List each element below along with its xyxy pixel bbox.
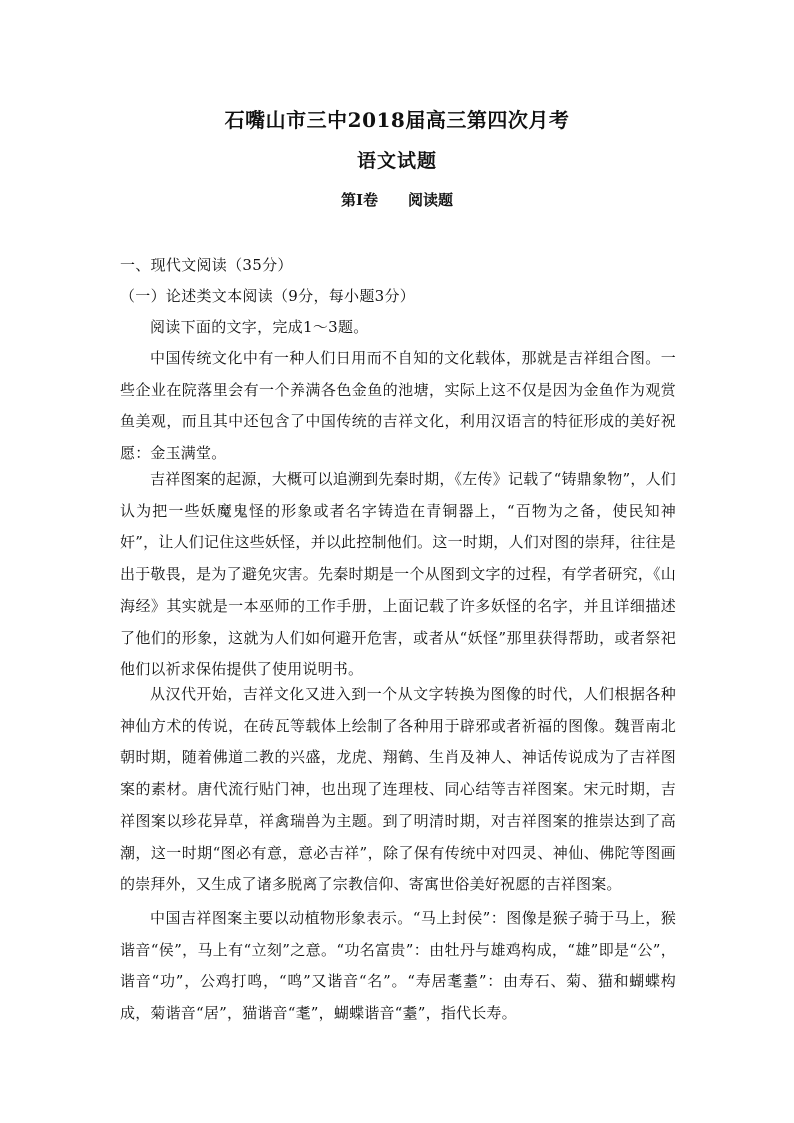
instruction: 阅读下面的文字，完成1～3题。 [150,318,369,336]
exam-title: 石嘴山市三中2018届高三第四次月考 [224,108,570,132]
paragraph-4: 中国吉祥图案主要以动植物形象表示。“马上封侯”：图像是猴子骑于马上，猴谐音“侯”，马上有“立刻”之意。“功名富贵”：由牡丹与雄鸡构成，“雄”即是“公”，谐音“功”，公鸡打鸣，“鸣”又谐音“名”。“寿居耄耋”：由寿石、菊、猫和蝴蝶构成，菊谐音“居”，猫谐音“耄”，蝴蝶谐音“耋”，指代长寿。 [120,909,676,1023]
sub-heading: （一）论述类文本阅读（9分，每小题3分） [120,287,416,305]
paragraph-3: 从汉代开始，吉祥文化又进入到一个从文字转换为图像的时代，人们根据各种神仙方术的传说，在砖瓦等载体上绘制了各种用于辟邪或者祈福的图像。魏晋南北朝时期，随着佛道二教的兴盛，龙虎、翔鹤、生肖及神人、神话传说成为了吉祥图案的素材。唐代流行贴门神，也出现了连理枝、同心结等吉祥图案。宋元时期，吉祥图案以珍花异草，祥禽瑞兽为主题。到了明清时期，对吉祥图案的推崇达到了高潮，这一时期“图必有意，意必吉祥”，除了保有传统中对四灵、神仙、佛陀等图画的崇拜外，又生成了诸多脱离了宗教信仰、寄寓世俗美好祝愿的吉祥图案。 [120,685,676,894]
volume-label: 第Ⅰ卷 [340,191,378,209]
section-label: 阅读题 [408,191,454,209]
subject-title: 语文试题 [356,150,437,172]
paragraph-2: 吉祥图案的起源，大概可以追溯到先秦时期，《左传》记载了“铸鼎象物”，人们认为把一些妖魔鬼怪的形象或者名字铸造在青铜器上，“百物为之备，使民知神奸”，让人们记住这些妖怪，并以此控制他们。这一时期，人们对图的崇拜，往往是出于敬畏，是为了避免灾害。先秦时期是一个从图到文字的过程，有学者研究，《山海经》其实就是一本巫师的工作手册，上面记载了许多妖怪的名字，并且详细描述了他们的形象，这就为人们如何避开危害，或者从“妖怪”那里获得帮助，或者祭祀他们以祈求保佑提供了使用说明书。 [120,470,676,679]
volume-heading [0,189,794,210]
part-one-heading: 一、现代文阅读（35分） [120,256,293,274]
paragraph-1: 中国传统文化中有一种人们日用而不自知的文化载体，那就是吉祥组合图。一些企业在院落里会有一个养满各色金鱼的池塘，实际上这不仅是因为金鱼作为观赏鱼美观，而且其中还包含了中国传统的吉祥文化，利用汉语言的特征形成的美好祝愿：金玉满堂。 [120,349,676,463]
